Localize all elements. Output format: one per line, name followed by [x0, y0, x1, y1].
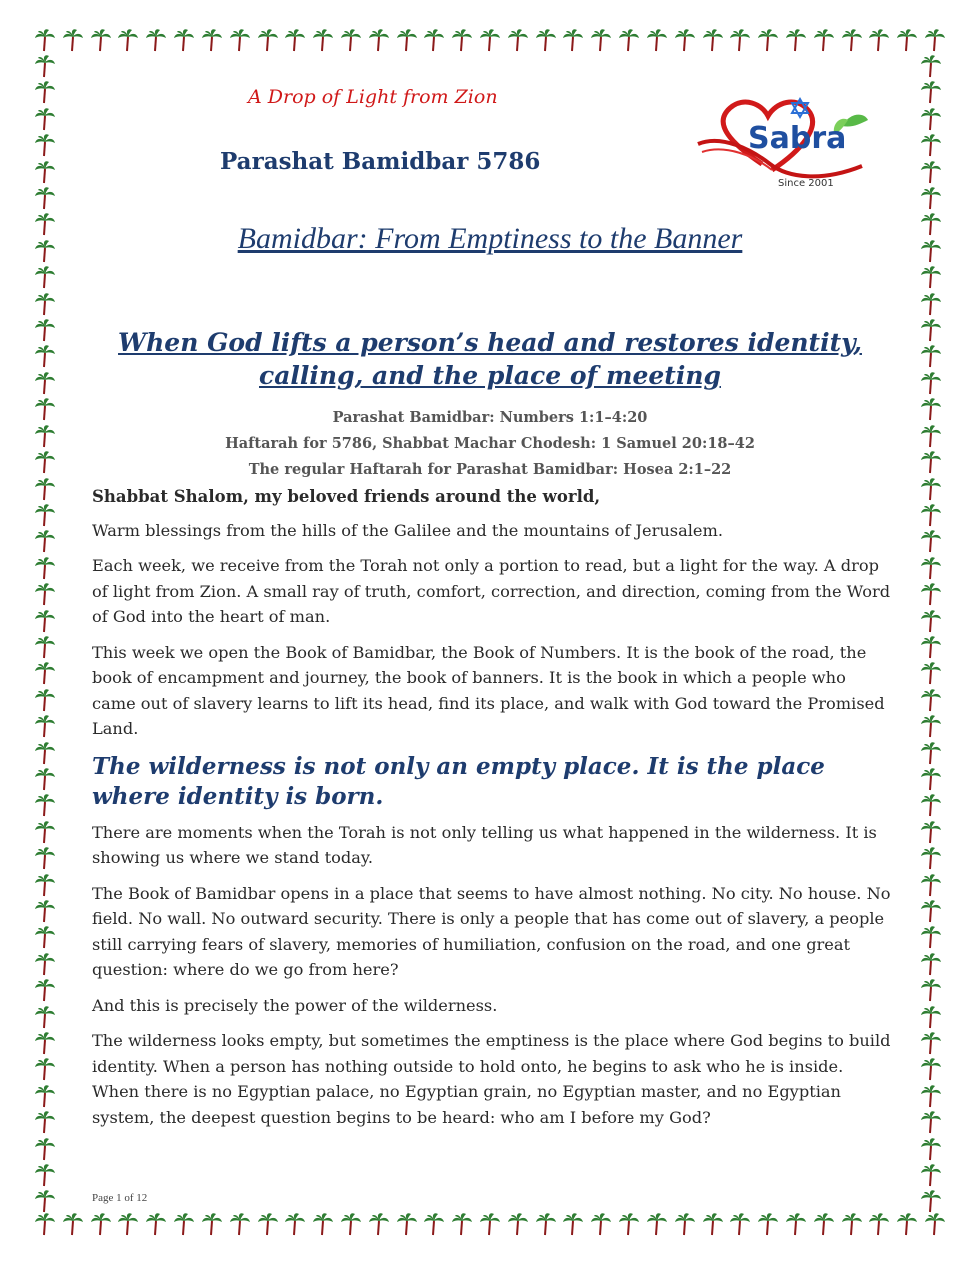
palm-tree-icon — [145, 28, 167, 52]
palm-tree-icon — [920, 1057, 942, 1081]
palm-tree-icon — [145, 1212, 167, 1236]
palm-tree-icon — [396, 28, 418, 52]
palm-tree-icon — [34, 1031, 56, 1055]
palm-tree-icon — [34, 292, 56, 316]
palm-tree-icon — [34, 1212, 56, 1236]
palm-tree-icon — [284, 28, 306, 52]
palm-tree-icon — [920, 1031, 942, 1055]
paragraph: Each week, we receive from the Torah not only a portion to read, but a light for the way. A drop of light from Zion. A small ray of truth, comfort, correction, and direction, coming from the Word of God into the heart of man. — [92, 556, 891, 626]
page-title: Bamidbar: From Emptiness to the Banner — [237, 222, 743, 255]
page-number: Page 1 of 12 — [92, 1192, 148, 1204]
palm-tree-icon — [201, 1212, 223, 1236]
palm-tree-icon — [257, 28, 279, 52]
palm-tree-icon — [920, 873, 942, 897]
palm-tree-icon — [34, 661, 56, 685]
palm-tree-icon — [34, 820, 56, 844]
palm-border-top — [34, 28, 946, 54]
palm-tree-icon — [924, 1212, 946, 1236]
reference-line: The regular Haftarah for Parashat Bamidbar: Hosea 2:1–22 — [248, 461, 732, 478]
palm-tree-icon — [34, 1110, 56, 1134]
palm-tree-icon — [920, 344, 942, 368]
palm-tree-icon — [920, 1163, 942, 1187]
palm-tree-icon — [340, 1212, 362, 1236]
palm-tree-icon — [646, 1212, 668, 1236]
palm-tree-icon — [34, 503, 56, 527]
palm-tree-icon — [34, 556, 56, 580]
paragraph: The Book of Bamidbar opens in a place that seems to have almost nothing. No city. No house. No field. No wall. No outward security. There is only a people that has come out of slavery, a people still carrying fears of slavery, memories of humiliation, confusion on the road, and one great question: where do we go from here? — [92, 883, 891, 979]
palm-tree-icon — [920, 899, 942, 923]
palm-tree-icon — [757, 28, 779, 52]
palm-tree-icon — [368, 28, 390, 52]
palm-tree-icon — [920, 529, 942, 553]
palm-tree-icon — [34, 80, 56, 104]
palm-tree-icon — [34, 635, 56, 659]
series-subtitle: A Drop of Light from Zion — [248, 86, 498, 108]
palm-tree-icon — [920, 688, 942, 712]
palm-tree-icon — [34, 609, 56, 633]
sabra-logo-icon — [692, 94, 874, 190]
palm-tree-icon — [423, 1212, 445, 1236]
palm-tree-icon — [920, 1005, 942, 1029]
palm-tree-icon — [785, 1212, 807, 1236]
palm-tree-icon — [451, 1212, 473, 1236]
lead-heading: When God lifts a person’s head and restores identity, calling, and the place of meeting — [118, 328, 862, 390]
palm-tree-icon — [34, 925, 56, 949]
palm-tree-icon — [34, 28, 56, 52]
palm-tree-icon — [62, 28, 84, 52]
palm-tree-icon — [34, 873, 56, 897]
paragraph: Warm blessings from the hills of the Galilee and the mountains of Jerusalem. — [92, 520, 723, 540]
palm-tree-icon — [257, 1212, 279, 1236]
palm-tree-icon — [535, 1212, 557, 1236]
palm-tree-icon — [34, 1137, 56, 1161]
palm-tree-icon — [896, 28, 918, 52]
palm-tree-icon — [117, 28, 139, 52]
palm-tree-icon — [34, 265, 56, 289]
palm-tree-icon — [920, 714, 942, 738]
palm-tree-icon — [507, 28, 529, 52]
scripture-references — [0, 405, 980, 483]
palm-tree-icon — [920, 952, 942, 976]
palm-tree-icon — [757, 1212, 779, 1236]
palm-tree-icon — [34, 1189, 56, 1213]
palm-tree-icon — [396, 1212, 418, 1236]
palm-tree-icon — [34, 952, 56, 976]
paragraph: This week we open the Book of Bamidbar, the Book of Numbers. It is the book of the road, the book of encampment and journey, the book of banners. It is the book in which a people who came out of slavery learns to lift its head, find its place, and walk with God toward the Promised Land. — [92, 642, 885, 738]
reference-line: Parashat Bamidbar: Numbers 1:1–4:20 — [332, 409, 648, 426]
palm-tree-icon — [368, 1212, 390, 1236]
palm-tree-icon — [90, 28, 112, 52]
palm-tree-icon — [618, 28, 640, 52]
palm-tree-icon — [34, 107, 56, 131]
logo-text: Sabra — [748, 121, 847, 156]
palm-tree-icon — [920, 318, 942, 342]
palm-tree-icon — [451, 28, 473, 52]
palm-tree-icon — [34, 714, 56, 738]
palm-tree-icon — [34, 688, 56, 712]
palm-tree-icon — [535, 28, 557, 52]
reference-line: Haftarah for 5786, Shabbat Machar Chodesh: 1 Samuel 20:18–42 — [225, 435, 755, 452]
palm-tree-icon — [920, 767, 942, 791]
palm-tree-icon — [34, 529, 56, 553]
palm-tree-icon — [34, 1057, 56, 1081]
palm-tree-icon — [229, 1212, 251, 1236]
palm-tree-icon — [34, 582, 56, 606]
palm-tree-icon — [423, 28, 445, 52]
greeting: Shabbat Shalom, my beloved friends around the world, — [92, 487, 601, 506]
palm-tree-icon — [841, 1212, 863, 1236]
palm-tree-icon — [920, 160, 942, 184]
palm-tree-icon — [729, 1212, 751, 1236]
palm-tree-icon — [173, 1212, 195, 1236]
parasha-heading: Parashat Bamidbar 5786 — [220, 148, 541, 175]
article-body — [92, 484, 892, 1140]
palm-tree-icon — [729, 28, 751, 52]
palm-tree-icon — [201, 28, 223, 52]
palm-tree-icon — [34, 371, 56, 395]
palm-tree-icon — [920, 133, 942, 157]
palm-tree-icon — [646, 28, 668, 52]
palm-tree-icon — [896, 1212, 918, 1236]
palm-tree-icon — [90, 1212, 112, 1236]
palm-tree-icon — [868, 1212, 890, 1236]
palm-tree-icon — [117, 1212, 139, 1236]
palm-tree-icon — [868, 28, 890, 52]
palm-tree-icon — [920, 1084, 942, 1108]
palm-tree-icon — [312, 1212, 334, 1236]
palm-tree-icon — [920, 371, 942, 395]
palm-tree-icon — [34, 1084, 56, 1108]
palm-tree-icon — [920, 1137, 942, 1161]
palm-tree-icon — [920, 820, 942, 844]
palm-tree-icon — [924, 28, 946, 52]
palm-tree-icon — [312, 28, 334, 52]
palm-tree-icon — [618, 1212, 640, 1236]
palm-tree-icon — [920, 503, 942, 527]
section-heading: The wilderness is not only an empty place. It is the place where identity is born. — [92, 752, 825, 810]
palm-tree-icon — [920, 978, 942, 1002]
palm-tree-icon — [813, 28, 835, 52]
palm-tree-icon — [34, 1163, 56, 1187]
palm-tree-icon — [841, 28, 863, 52]
palm-tree-icon — [34, 846, 56, 870]
palm-tree-icon — [284, 1212, 306, 1236]
palm-tree-icon — [34, 793, 56, 817]
palm-tree-icon — [920, 1110, 942, 1134]
palm-tree-icon — [34, 186, 56, 210]
palm-tree-icon — [920, 265, 942, 289]
palm-tree-icon — [34, 741, 56, 765]
paragraph: There are moments when the Torah is not only telling us what happened in the wilderness. It is showing us where we stand today. — [92, 822, 877, 867]
palm-tree-icon — [34, 899, 56, 923]
palm-tree-icon — [920, 107, 942, 131]
palm-tree-icon — [340, 28, 362, 52]
palm-tree-icon — [34, 1005, 56, 1029]
paragraph: The wilderness looks empty, but sometimes the emptiness is the place where God begins to build identity. When a person has nothing outside to hold onto, he begins to ask who he is inside. When there is no Egyptian palace, no Egyptian grain, no Egyptian master, and no Egyptian system, the deepest question begins to be heard: who am I before my God? — [92, 1031, 891, 1127]
palm-tree-icon — [34, 54, 56, 78]
palm-tree-icon — [920, 741, 942, 765]
palm-tree-icon — [702, 28, 724, 52]
palm-tree-icon — [920, 80, 942, 104]
palm-tree-icon — [920, 793, 942, 817]
palm-tree-icon — [62, 1212, 84, 1236]
palm-tree-icon — [479, 28, 501, 52]
palm-tree-icon — [562, 1212, 584, 1236]
palm-tree-icon — [590, 28, 612, 52]
palm-tree-icon — [702, 1212, 724, 1236]
palm-tree-icon — [479, 1212, 501, 1236]
palm-tree-icon — [920, 635, 942, 659]
palm-tree-icon — [229, 28, 251, 52]
palm-tree-icon — [34, 133, 56, 157]
palm-tree-icon — [920, 846, 942, 870]
palm-tree-icon — [920, 925, 942, 949]
palm-tree-icon — [34, 318, 56, 342]
palm-tree-icon — [920, 292, 942, 316]
palm-tree-icon — [507, 1212, 529, 1236]
palm-tree-icon — [674, 28, 696, 52]
palm-tree-icon — [813, 1212, 835, 1236]
palm-tree-icon — [920, 582, 942, 606]
palm-tree-icon — [34, 344, 56, 368]
palm-tree-icon — [920, 54, 942, 78]
palm-tree-icon — [34, 160, 56, 184]
palm-tree-icon — [785, 28, 807, 52]
palm-tree-icon — [34, 978, 56, 1002]
palm-tree-icon — [590, 1212, 612, 1236]
palm-tree-icon — [920, 661, 942, 685]
palm-tree-icon — [674, 1212, 696, 1236]
logo-tagline: Since 2001 — [778, 178, 834, 189]
palm-tree-icon — [920, 609, 942, 633]
palm-tree-icon — [920, 186, 942, 210]
palm-tree-icon — [562, 28, 584, 52]
palm-tree-icon — [920, 1189, 942, 1213]
palm-tree-icon — [920, 556, 942, 580]
palm-border-bottom — [34, 1212, 946, 1238]
palm-tree-icon — [173, 28, 195, 52]
paragraph: And this is precisely the power of the wilderness. — [92, 995, 498, 1015]
palm-tree-icon — [34, 767, 56, 791]
